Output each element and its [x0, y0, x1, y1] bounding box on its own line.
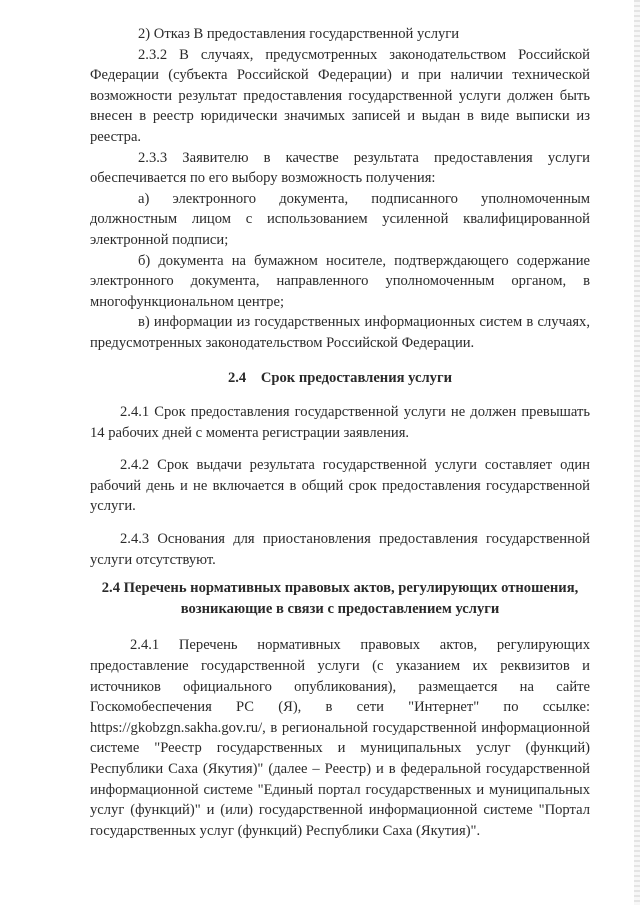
paragraph-2-3-3: 2.3.3 Заявителю в качестве результата предоставления услуги обеспечивается по его выбору возможность получения: [90, 149, 590, 187]
paragraph-2-4-1: 2.4.1 Срок предоставления государственной услуги не должен превышать 14 рабочих дней с момента регистрации заявления. [90, 404, 590, 441]
list-item-2: 2) Отказ В предоставления государственной услуги [138, 26, 460, 42]
paragraph-2-4-1-legal-acts: 2.4.1 Перечень нормативных правовых актов, регулирующих предоставление государственной услуги (с указанием их реквизитов и источников официального опубликования), размещается на сайте Госкомобеспечения РС (Я), в сети "Интернет" по ссылке: https://gkobzgn.sakha.gov.ru/, в региональной государственной информационной системе "Реестр государственных и муниципальных услуг (функций) Республики Саха (Якутия)" (далее – Реестр) и в федеральной государственной информационной системе "Единый портал государственных и муниципальных услуг (функций)" и (или) государственной информационной системе "Портал государственных услуг (функций) Республики Саха (Якутия)". [90, 637, 590, 839]
document-body [90, 24, 590, 841]
paragraph-2-3-2: 2.3.2 В случаях, предусмотренных законодательством Российской Федерации (субъекта Российской Федерации) и при наличии технической возможности результат предоставления государственной услуги должен быть внесен в реестр юридически значимых записей и выдан в виде выписки из реестра. [90, 46, 590, 145]
option-v: в) информации из государственных информационных систем в случаях, предусмотренных законодательством Российской Федерации. [90, 314, 590, 351]
option-a: а) электронного документа, подписанного уполномоченным должностным лицом с использованием усиленной квалифицированной электронной подписи; [90, 190, 590, 248]
paragraph-2-4-3: 2.4.3 Основания для приостановления предоставления государственной услуги отсутствуют. [90, 531, 590, 568]
section-heading-2-4-legal-acts: 2.4 Перечень нормативных правовых актов, регулирующих отношения, возникающие в связи с предоставлением услуги [101, 580, 579, 617]
section-heading-2-4: 2.4 Срок предоставления услуги [227, 369, 452, 386]
scan-edge [634, 0, 640, 905]
paragraph-2-4-2: 2.4.2 Срок выдачи результата государственной услуги составляет один рабочий день и не включается в общий срок предоставления государственной услуги. [90, 457, 590, 515]
option-b: б) документа на бумажном носителе, подтверждающего содержание электронного документа, направленного уполномоченным органом, в многофункциональном центре; [90, 252, 590, 310]
